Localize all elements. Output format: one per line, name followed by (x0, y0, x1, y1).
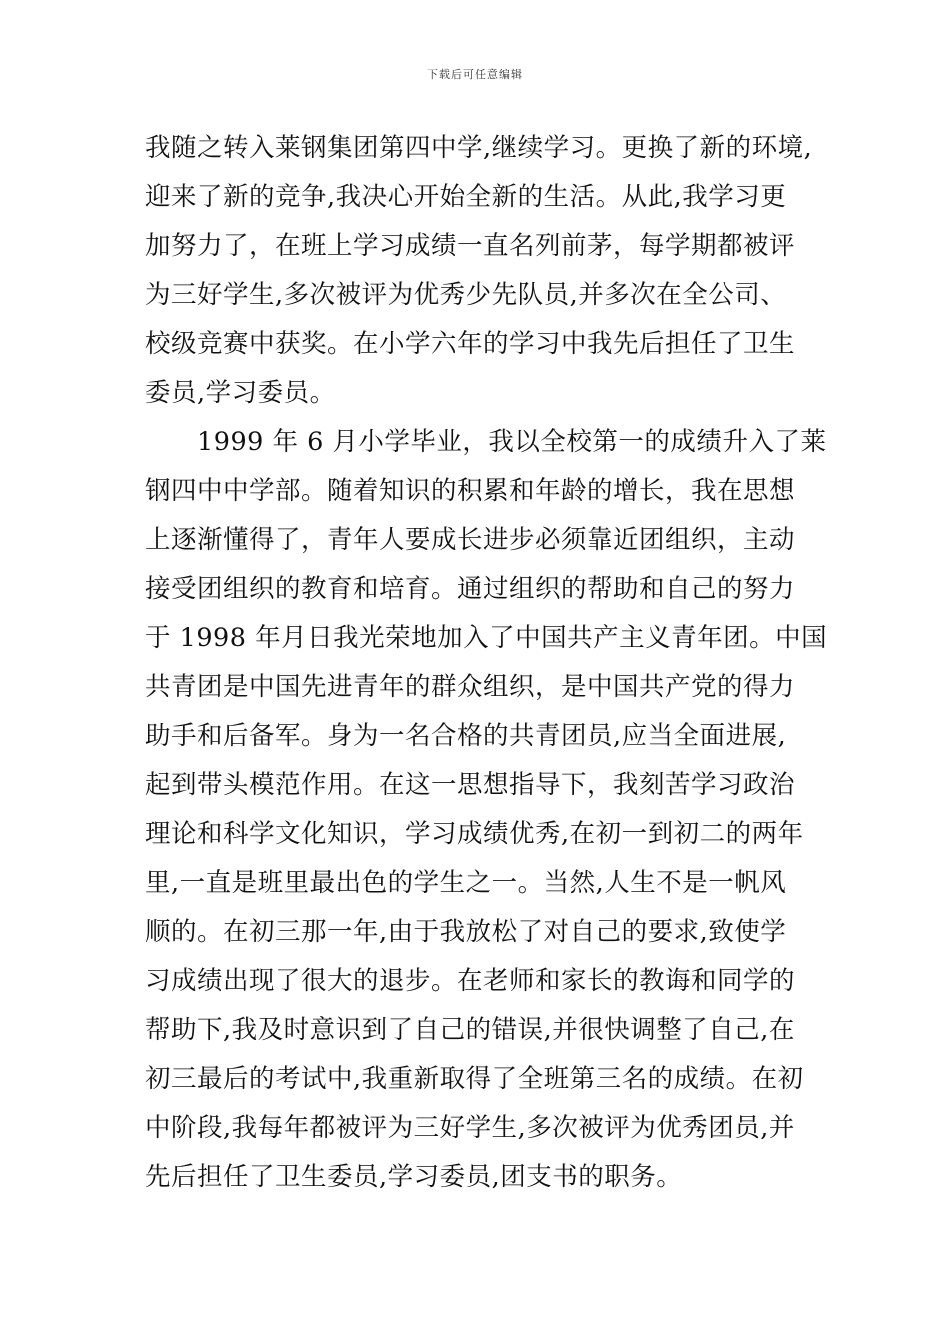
text-line: 习成绩出现了很大的退步。在老师和家长的教诲和同学的 (145, 966, 796, 996)
text-line: 委员,学习委员。 (145, 378, 336, 408)
paragraph-start-line: 1999 年 6 月小学毕业，我以全校第一的成绩升入了莱 (197, 427, 827, 457)
text-line: 初三最后的考试中,我重新取得了全班第三名的成绩。在初 (145, 1064, 804, 1094)
text-line: 中阶段,我每年都被评为三好学生,多次被评为优秀团员,并 (145, 1113, 795, 1143)
text-line: 于 1998 年月日我光荣地加入了中国共产主义青年团。中国 (145, 623, 828, 653)
text-line: 起到带头模范作用。在这一思想指导下，我刻苦学习政治 (145, 770, 796, 800)
text-line: 共青团是中国先进青年的群众组织，是中国共产党的得力 (145, 672, 796, 702)
text-line: 里,一直是班里最出色的学生之一。当然,人生不是一帆风 (145, 868, 787, 898)
text-line: 钢四中中学部。随着知识的积累和年龄的增长，我在思想 (145, 476, 796, 506)
text-line: 校级竞赛中获奖。在小学六年的学习中我先后担任了卫生 (145, 329, 796, 359)
text-line: 理论和科学文化知识，学习成绩优秀,在初一到初二的两年 (145, 819, 804, 849)
text-line: 接受团组织的教育和培育。通过组织的帮助和自己的努力 (145, 574, 796, 604)
text-line: 顺的。在初三那一年,由于我放松了对自己的要求,致使学 (145, 917, 787, 947)
text-line: 我随之转入莱钢集团第四中学,继续学习。更换了新的环境, (145, 133, 813, 163)
text-line: 加努力了，在班上学习成绩一直名列前茅，每学期都被评 (145, 231, 796, 261)
text-line: 助手和后备军。身为一名合格的共青团员,应当全面进展, (145, 721, 787, 751)
text-line: 帮助下,我及时意识到了自己的错误,并很快调整了自己,在 (145, 1015, 795, 1045)
page-header: 下载后可任意编辑 (427, 68, 523, 81)
text-line: 先后担任了卫生委员,学习委员,团支书的职务。 (145, 1162, 683, 1192)
text-line: 为三好学生,多次被评为优秀少先队员,并多次在全公司、 (145, 280, 787, 310)
text-line: 上逐渐懂得了，青年人要成长进步必须靠近团组织，主动 (145, 525, 796, 555)
document-body (145, 130, 828, 1208)
text-line: 迎来了新的竞争,我决心开始全新的生活。从此,我学习更 (145, 182, 787, 212)
